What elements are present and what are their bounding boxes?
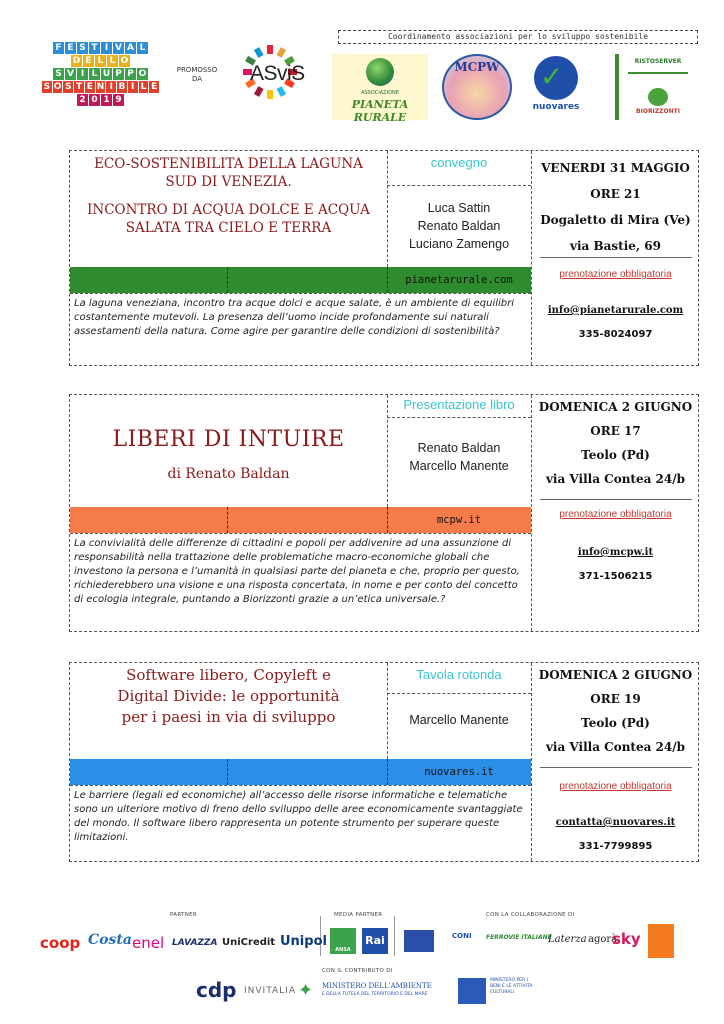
collab-sky-logo: sky — [612, 930, 641, 948]
festival-logo-letter: P — [125, 68, 136, 80]
event-time: ORE 21 — [590, 187, 641, 201]
pianeta-rurale-logo — [332, 54, 428, 124]
festival-logo-letter: L — [140, 82, 147, 92]
settimana-europea-badge-icon — [648, 924, 674, 958]
event-place: Teolo (Pd) — [581, 448, 650, 462]
event-website[interactable]: pianetarurale.com — [405, 274, 513, 286]
speaker-name: Luciano Zamengo — [408, 237, 510, 251]
event-time: ORE 19 — [590, 692, 641, 706]
sponsor-unipol-logo: Unipol — [280, 934, 327, 949]
festival-sviluppo-sostenibile-logo — [42, 42, 160, 104]
promosso-da-label: PROMOSSO DA — [176, 66, 218, 83]
speaker-name: Renato Baldan — [417, 219, 501, 233]
star-emblem-icon: ✦ — [298, 980, 314, 1001]
pianeta-rurale-name: PIANETA RURALE — [351, 98, 409, 124]
event-address: via Bastie, 69 — [570, 239, 661, 253]
festival-logo-letter: B — [118, 82, 126, 92]
partner-label: PARTNER — [170, 912, 198, 918]
festival-logo-row — [42, 94, 160, 106]
contribution-label: CON IL CONTRIBUTO DI — [322, 968, 393, 974]
coordinamento-banner: Coordinamento associazioni per lo sviluppo sostenibile — [338, 30, 698, 44]
event-type: Tavola rotonda — [416, 667, 502, 682]
collab-coni-logo: CONI — [452, 932, 472, 940]
sponsor-coop-logo: coop — [40, 934, 81, 952]
festival-logo-letter: L — [89, 68, 100, 80]
festival-logo-letter: A — [125, 42, 136, 54]
booking-required-link[interactable]: prenotazione obbligatoria — [559, 781, 672, 792]
contrib-cdp-logo: cdp — [196, 978, 237, 1002]
event-card-2 — [69, 394, 699, 632]
festival-logo-letter: I — [77, 68, 88, 80]
biorizzonti-logo — [622, 88, 694, 118]
event-title — [70, 155, 387, 237]
contrib-mibac-logo: MINISTERO PER I BENI E LE ATTIVITÀ CULTURALI — [490, 978, 533, 995]
event-subtitle-line: di Renato Baldan — [167, 466, 290, 482]
event-phone: 371-1506215 — [578, 571, 653, 582]
festival-logo-letter: N — [96, 82, 105, 92]
festival-logo-letter: L — [95, 55, 106, 67]
festival-logo-letter: F — [53, 42, 64, 54]
festival-logo-letter: L — [107, 55, 118, 67]
festival-logo-row — [42, 55, 160, 67]
event-title — [70, 665, 387, 728]
asvis-logo — [230, 44, 310, 100]
media-partner-label: MEDIA PARTNER — [334, 912, 383, 918]
media-rai-logo: Rai — [362, 928, 388, 954]
festival-logo-letter: T — [89, 42, 100, 54]
contrib-ministero-ambiente-logo: MINISTERO DELL'AMBIENTE — [322, 982, 432, 990]
event-phone: 335-8024097 — [578, 329, 653, 340]
speaker-name: Marcello Manente — [409, 459, 509, 473]
festival-logo-letter: E — [83, 55, 94, 67]
mibac-emblem-icon — [458, 978, 486, 1004]
festival-logo-letter: V — [65, 68, 76, 80]
festival-logo-letter: O — [138, 69, 147, 79]
collaboration-label: CON LA COLLABORAZIONE DI — [486, 912, 575, 918]
sponsor-costa-logo: Costa — [88, 932, 132, 948]
event-speakers — [387, 439, 531, 475]
event-title-line: Digital Divide: le opportunità — [117, 687, 340, 705]
event-date: VENERDI 31 MAGGIO — [541, 161, 690, 175]
sponsor-lavazza-logo: LAVAZZA — [172, 938, 218, 948]
speaker-name: Luca Sattin — [427, 201, 491, 215]
collab-laterza-logo: Laterza — [548, 934, 587, 945]
event-email-link[interactable]: info@mcpw.it — [577, 547, 654, 558]
contrib-ministero-ambiente-sub: E DELLA TUTELA DEL TERRITORIO E DEL MARE — [322, 992, 428, 997]
festival-logo-letter: S — [53, 68, 64, 80]
event-card-3 — [69, 662, 699, 862]
festival-logo-letter: U — [102, 69, 111, 79]
event-website[interactable]: mcpw.it — [436, 514, 482, 526]
asvis-wordmark: ASviS — [250, 62, 305, 85]
festival-logo-letter: S — [65, 82, 72, 92]
booking-required-link[interactable]: prenotazione obbligatoria — [559, 509, 672, 520]
biorizzonti-wordmark: BIORIZZONTI — [636, 108, 680, 115]
festival-logo-letter: P — [113, 68, 124, 80]
festival-logo-letter: O — [53, 82, 62, 92]
event-speakers — [387, 199, 531, 253]
event-speakers — [387, 711, 531, 729]
festival-logo-letter: S — [77, 42, 88, 54]
festival-logo-letter: O — [120, 56, 129, 66]
event-info — [531, 155, 700, 259]
collab-ferrovie-logo: FERROVIE ITALIANE — [486, 934, 552, 941]
festival-logo-letter: T — [75, 82, 83, 92]
globe-icon — [366, 58, 394, 86]
event-card-1 — [69, 150, 699, 366]
festival-logo-letter: 0 — [89, 94, 100, 106]
festival-logo-letter: L — [137, 42, 148, 54]
ristoserver-underline — [628, 72, 688, 78]
event-place: Dogaletto di Mira (Ve) — [540, 213, 691, 227]
event-phone: 331-7799895 — [578, 841, 653, 852]
festival-logo-letter: E — [151, 82, 158, 92]
sponsors-footer — [0, 900, 724, 1024]
mcpw-wordmark: MCPW — [454, 60, 500, 74]
festival-logo-row — [42, 81, 160, 93]
festival-logo-letter: 2 — [77, 94, 88, 106]
event-title-line: per i paesi in via di sviluppo — [121, 708, 336, 726]
collab-agora-logo: agorà — [588, 934, 618, 945]
event-address: via Villa Contea 24/b — [545, 472, 686, 486]
festival-logo-letter: S — [43, 82, 51, 92]
sponsor-unicredit-logo: UniCredit — [222, 937, 276, 948]
event-time: ORE 17 — [590, 424, 641, 438]
event-color-bar — [70, 267, 531, 293]
festival-logo-letter: I — [106, 81, 116, 93]
event-info — [531, 395, 700, 491]
event-type: Presentazione libro — [403, 397, 515, 412]
festival-logo-letter: V — [113, 42, 124, 54]
event-place: Teolo (Pd) — [581, 716, 650, 730]
booking-required-link[interactable]: prenotazione obbligatoria — [559, 269, 672, 280]
festival-logo-letter: I — [128, 81, 138, 93]
event-title-line: LIBERI DI INTUIRE — [112, 427, 345, 452]
event-title-line: SUD DI VENEZIA. — [165, 174, 292, 190]
event-website[interactable]: nuovares.it — [424, 766, 494, 778]
festival-logo-letter: 9 — [113, 94, 124, 106]
nuovares-wordmark: nuovares — [532, 102, 580, 112]
nuovares-check-icon: ✓ — [540, 60, 564, 93]
sponsor-enel-logo: enel — [132, 934, 165, 952]
page-header — [0, 0, 724, 130]
header-divider — [615, 54, 619, 120]
media-ansa-logo: ANSA — [330, 928, 356, 954]
event-subtitle-line: SALATA TRA CIELO E TERRA — [125, 220, 332, 236]
event-title-line: ECO-SOSTENIBILITA DELLA LAGUNA — [94, 156, 363, 172]
event-date: DOMENICA 2 GIUGNO — [538, 400, 693, 414]
festival-logo-letter: D — [72, 56, 81, 66]
event-description: La laguna veneziana, incontro tra acque dolci e acque salate, è un ambiente di equilibri costantemente mutevoli. La presenza dell’uomo incide profondamente sui naturali assestamenti della natura. Come agire per garantire delle condizioni di sostenibilità? — [74, 298, 515, 337]
speaker-name: Renato Baldan — [417, 441, 501, 455]
event-color-bar — [70, 759, 531, 785]
event-address: via Villa Contea 24/b — [545, 740, 686, 754]
speaker-name: Marcello Manente — [409, 713, 509, 727]
event-type: convegno — [430, 155, 488, 170]
mcpw-logo — [440, 54, 514, 120]
event-info — [531, 663, 700, 759]
event-email-link[interactable]: info@pianetarurale.com — [547, 305, 684, 316]
tree-icon — [648, 88, 668, 106]
festival-logo-row — [42, 42, 160, 54]
ristoserver-logo: RISTOSERVER — [634, 58, 682, 65]
event-description: La convivialità delle differenze di cittadini e popoli per addivenire ad una assunzione di responsabilità nella trattazione delle problematiche macro-economiche globali che investono la persona e l’umanità in qualsiasi parte del pianeta e che, proprio per questo, richiederebbero una visione e una risposta concertata, in nome e per conto del concetto di ecologia integrale, puntando a Biorizzonti grazie a un’etica universale.? — [74, 538, 520, 605]
festival-logo-letter: 1 — [101, 94, 112, 106]
festival-logo-letter: E — [65, 42, 76, 54]
event-description: Le barriere (legali ed economiche) all’accesso delle risorse informatiche e telematiche sono un ulteriore motivo di freno dello sviluppo delle aree economicamente svantaggiate del mondo. Il software libero rappresenta un potente strumento per superare queste limitazioni. — [74, 790, 523, 843]
festival-logo-letter: E — [86, 82, 93, 92]
event-title-line: Software libero, Copyleft e — [126, 666, 331, 684]
nuovares-logo — [526, 54, 586, 120]
contrib-invitalia-logo: INVITALIA — [244, 986, 296, 996]
pianeta-associazione-label: ASSOCIAZIONE — [361, 90, 399, 96]
eu-flag-icon — [404, 930, 434, 952]
event-email-link[interactable]: contatta@nuovares.it — [555, 817, 676, 828]
festival-logo-letter: I — [101, 42, 112, 54]
event-date: DOMENICA 2 GIUGNO — [538, 668, 693, 682]
event-subtitle-line: INCONTRO DI ACQUA DOLCE E ACQUA — [87, 202, 370, 218]
event-title — [70, 425, 387, 485]
event-color-bar — [70, 507, 531, 533]
festival-logo-row — [42, 68, 160, 80]
